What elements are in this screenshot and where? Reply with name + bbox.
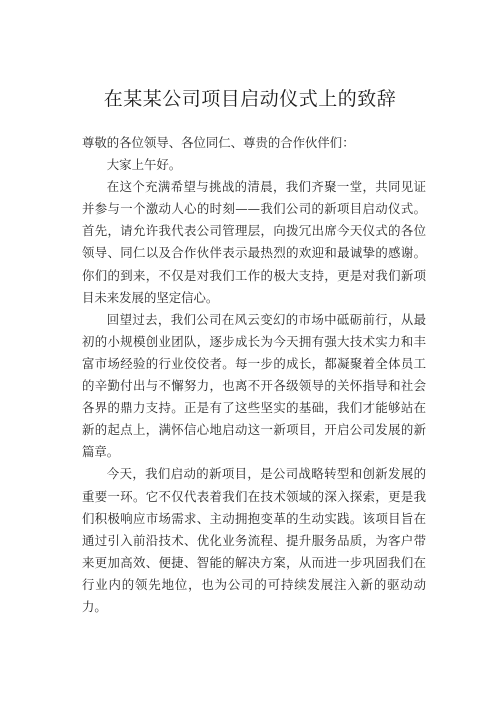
document-title: 在某某公司项目启动仪式上的致辞	[103, 88, 397, 110]
document-body	[82, 132, 426, 618]
paragraph-project: 今天，我们启动的新项目，是公司战略转型和创新发展的重要一环。它不仅代表着我们在技术领域的深入探索，更是我们积极响应市场需求、主动拥抱变革的生动实践。该项目旨在通过引入前沿技术、优化业务流程、提升服务品质，为客户带来更加高效、便捷、智能的解决方案，从而进一步巩固我们在行业内的领先地位，也为公司的可持续发展注入新的驱动动力。	[82, 466, 426, 614]
paragraph-history: 回望过去，我们公司在风云变幻的市场中砥砺前行，从最初的小规模创业团队，逐步成长为今天拥有强大技术实力和丰富市场经验的行业佼佼者。每一步的成长，都凝聚着全体员工的辛勤付出与不懈努力，也离不开各级领导的关怀指导和社会各界的鼎力支持。正是有了这些坚实的基础，我们才能够站在新的起点上，满怀信心地启动这一新项目，开启公司发展的新篇章。	[82, 311, 426, 460]
paragraph-greeting: 大家上午好。	[106, 157, 182, 173]
paragraph-welcome: 在这个充满希望与挑战的清晨，我们齐聚一堂，共同见证并参与一个激动人心的时刻——我们公司的新项目启动仪式。首先，请允许我代表公司管理层，向拨冗出席今天仪式的各位领导、同仁以及合作伙伴表示最热烈的欢迎和最诚挚的感谢。你们的到来，不仅是对我们工作的极大支持，更是对我们新项目未来发展的坚定信心。	[82, 179, 426, 305]
salutation: 尊敬的各位领导、各位同仁、尊贵的合作伙伴们：	[82, 135, 355, 150]
